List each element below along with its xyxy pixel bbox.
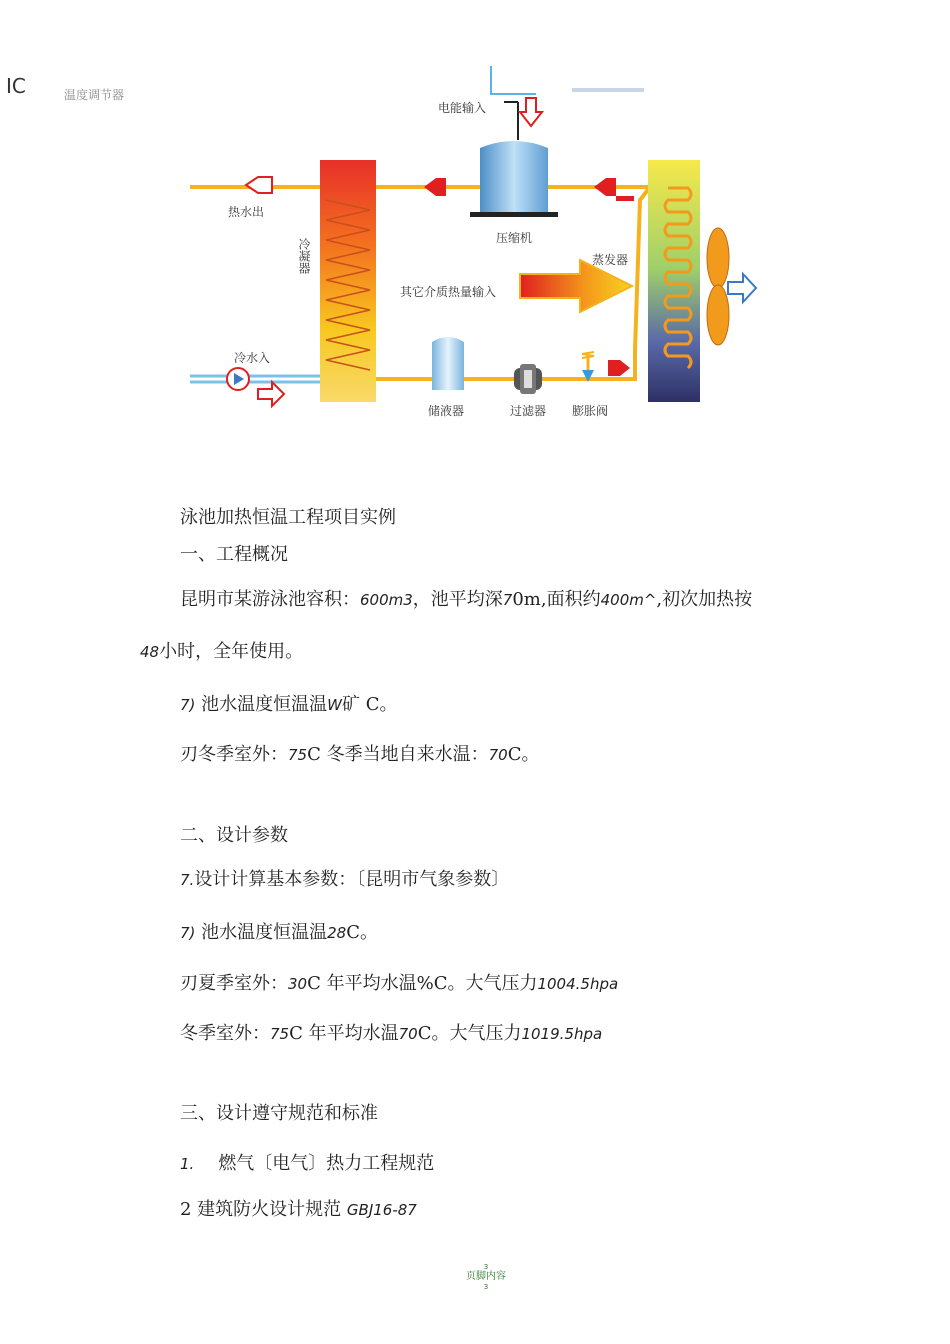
footer-text: 页脚内容 [466,1271,506,1282]
paragraph-usage: 48小时，全年使用。 [140,641,304,662]
footer-page-number-top: 3 [483,1263,489,1271]
power-arrow [520,98,542,126]
label-compressor: 压缩机 [496,231,533,245]
paragraph-pool-temp: 7) 池水温度恒温温W矿 C。 [180,694,398,715]
flow-arrow-left-2 [594,178,616,196]
paragraph-winter-outdoor-2: 冬季室外：75C 年平均水温70C。大气压力1019.5hpa [180,1023,603,1044]
label-evaporator: 蒸发器 [592,253,629,267]
paragraph-project-overview: 昆明市某游泳池容积：600m3，池平均深70m,面积约400m^,初次加热按 [180,589,753,610]
label-hot-water-out: 热水出 [228,205,265,219]
fan-icon [707,228,729,345]
paragraph-pool-temp-2: 7) 池水温度恒温温28C。 [180,922,379,943]
cold-water-pipe [190,376,320,382]
header-fragment-center: 温度调节器 [64,88,125,102]
pump-icon [227,368,249,390]
label-condenser: 冷凝器 [297,238,311,274]
label-receiver: 储液器 [428,404,465,418]
label-filter: 过滤器 [510,404,547,418]
label-expansion-valve: 膨胀阀 [572,404,609,418]
evaporator-block [648,160,700,402]
page-footer [466,1262,506,1292]
heat-input-arrow [520,260,632,312]
document-title: 泳池加热恒温工程项目实例 [180,507,396,528]
footer-page-number-bottom: 3 [483,1283,489,1291]
label-power-in: 电能输入 [438,101,487,115]
paragraph-basic-params: 7.设计计算基本参数：〔昆明市气象参数〕 [180,869,510,890]
compressor [470,141,558,217]
receiver-tank [432,337,464,390]
flow-arrow-left-1 [424,178,446,196]
section-heading-2: 二、设计参数 [180,825,288,846]
filter-icon [514,364,542,394]
evaporator-inlet-marker [616,196,634,201]
paragraph-summer-outdoor: 刃夏季室外：30C 年平均水温%C。大气压力1004.5hpa [180,973,619,994]
flow-arrow-right-1 [608,360,630,376]
paragraph-winter-outdoor: 刃冬季室外：75C 冬季当地自来水温：70C。 [180,744,540,765]
section-heading-1: 一、工程概况 [180,544,288,565]
section-heading-3: 三、设计遵守规范和标准 [180,1103,378,1124]
standard-item-2: 2 建筑防火设计规范 GBJ16-87 [180,1199,417,1220]
cold-water-in-arrow [258,382,284,406]
air-out-arrow [728,274,756,302]
label-other-heat-in: 其它介质热量输入 [400,285,497,299]
header-fragment-left: IC [6,74,26,98]
hot-water-out-arrow [246,177,272,193]
standard-item-1: 1. 燃气〔电气〕热力工程规范 [180,1153,435,1174]
label-cold-water-in: 冷水入 [234,351,271,365]
heat-pump-diagram [180,60,780,440]
